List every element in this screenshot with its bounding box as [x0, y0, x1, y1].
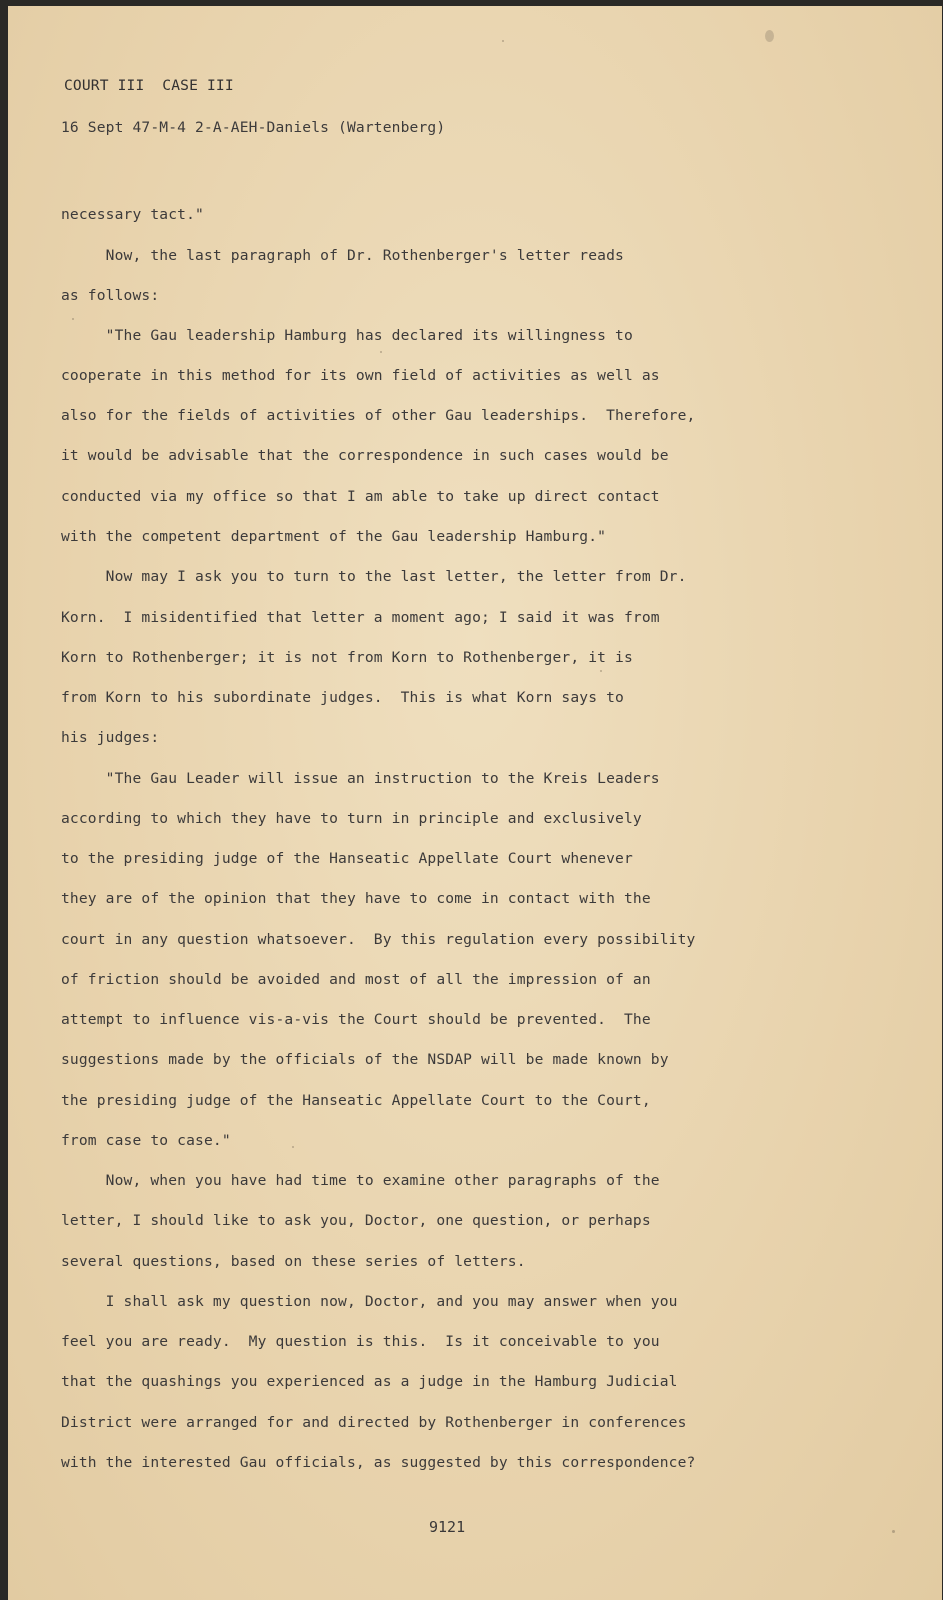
body-line: several questions, based on these series of letters.: [61, 1253, 526, 1270]
body-line: Korn to Rothenberger; it is not from Korn to Rothenberger, it is: [61, 649, 633, 666]
body-line: letter, I should like to ask you, Doctor, one question, or perhaps: [61, 1212, 651, 1229]
body-line: from Korn to his subordinate judges. This is what Korn says to: [61, 689, 624, 706]
body-line: Now may I ask you to turn to the last letter, the letter from Dr.: [61, 568, 687, 585]
body-line: suggestions made by the officials of the NSDAP will be made known by: [61, 1051, 669, 1068]
body-line: they are of the opinion that they have to come in contact with the: [61, 890, 651, 907]
court-case-header: COURT III CASE III: [64, 77, 234, 94]
document-page: [8, 6, 942, 1600]
body-line: feel you are ready. My question is this. Is it conceivable to you: [61, 1333, 660, 1350]
body-line: I shall ask my question now, Doctor, and you may answer when you: [61, 1293, 678, 1310]
body-line: cooperate in this method for its own field of activities as well as: [61, 367, 660, 384]
body-line: Korn. I misidentified that letter a moment ago; I said it was from: [61, 609, 660, 626]
date-reference-header: 16 Sept 47-M-4 2-A-AEH-Daniels (Wartenberg): [61, 119, 446, 136]
body-line: Now, when you have had time to examine other paragraphs of the: [61, 1172, 660, 1189]
body-line: "The Gau leadership Hamburg has declared its willingness to: [61, 327, 633, 344]
paper-blemish: [892, 1530, 895, 1533]
body-line: with the interested Gau officials, as suggested by this correspondence?: [61, 1454, 696, 1471]
body-line: according to which they have to turn in principle and exclusively: [61, 810, 642, 827]
body-line: also for the fields of activities of other Gau leaderships. Therefore,: [61, 407, 696, 424]
body-line: necessary tact.": [61, 206, 204, 223]
body-line: from case to case.": [61, 1132, 231, 1149]
paper-blemish: [292, 1146, 294, 1148]
body-line: of friction should be avoided and most of all the impression of an: [61, 971, 651, 988]
body-line: to the presiding judge of the Hanseatic Appellate Court whenever: [61, 850, 633, 867]
body-line: with the competent department of the Gau leadership Hamburg.": [61, 528, 607, 545]
paper-blemish: [72, 318, 74, 320]
body-line: as follows:: [61, 287, 160, 304]
body-line: "The Gau Leader will issue an instruction to the Kreis Leaders: [61, 770, 660, 787]
body-line: it would be advisable that the correspondence in such cases would be: [61, 447, 669, 464]
body-line: Now, the last paragraph of Dr. Rothenberger's letter reads: [61, 247, 624, 264]
body-line: that the quashings you experienced as a judge in the Hamburg Judicial: [61, 1373, 678, 1390]
page-number: 9121: [429, 1518, 466, 1536]
paper-blemish: [380, 351, 382, 353]
body-line: attempt to influence vis-a-vis the Court should be prevented. The: [61, 1011, 651, 1028]
paper-blemish: [600, 670, 602, 672]
paper-blemish: [502, 40, 504, 42]
body-line: District were arranged for and directed by Rothenberger in conferences: [61, 1414, 687, 1431]
body-line: the presiding judge of the Hanseatic Appellate Court to the Court,: [61, 1092, 651, 1109]
paper-blemish: [765, 30, 774, 42]
body-line: conducted via my office so that I am able to take up direct contact: [61, 488, 660, 505]
body-line: court in any question whatsoever. By this regulation every possibility: [61, 931, 696, 948]
body-line: his judges:: [61, 729, 160, 746]
